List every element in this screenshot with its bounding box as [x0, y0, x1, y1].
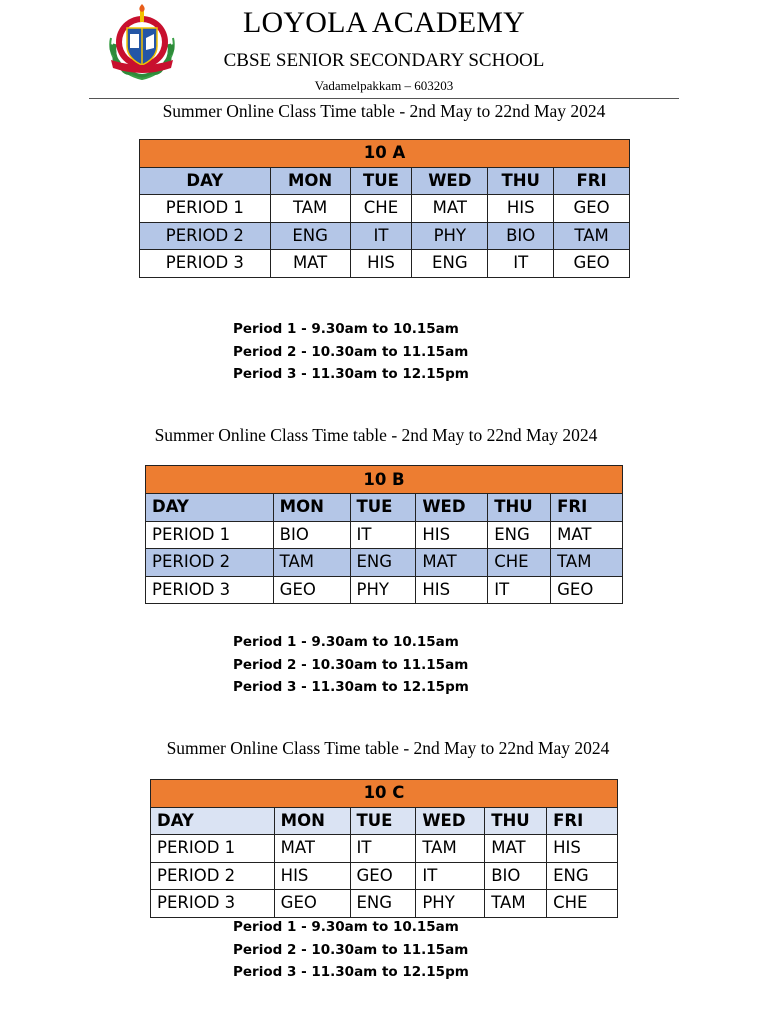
- table-row: [151, 890, 618, 918]
- column-header: DAY: [140, 167, 271, 195]
- subject-cell: PHY: [350, 576, 416, 604]
- subject-cell: CHE: [488, 549, 551, 577]
- subject-cell: MAT: [412, 195, 488, 223]
- subject-cell: IT: [350, 222, 412, 250]
- subject-cell: PHY: [412, 222, 488, 250]
- class-heading: 10 B: [146, 466, 623, 494]
- period-label: PERIOD 1: [140, 195, 271, 223]
- timing-line: Period 1 - 9.30am to 10.15am: [233, 634, 459, 650]
- subject-cell: IT: [488, 576, 551, 604]
- period-label: PERIOD 2: [140, 222, 271, 250]
- subject-cell: TAM: [273, 549, 350, 577]
- timing-line: Period 1 - 9.30am to 10.15am: [233, 321, 459, 337]
- column-header: FRI: [551, 494, 623, 522]
- column-header: DAY: [146, 494, 274, 522]
- school-address: Vadamelpakkam – 603203: [314, 78, 454, 93]
- subject-cell: TAM: [485, 890, 547, 918]
- period-timings: [233, 916, 469, 984]
- subject-cell: BIO: [485, 862, 547, 890]
- column-header: TUE: [350, 494, 416, 522]
- class-heading: 10 A: [140, 140, 630, 168]
- table-row: [146, 521, 623, 549]
- subject-cell: IT: [488, 250, 554, 278]
- subject-cell: CHE: [350, 195, 412, 223]
- subject-cell: MAT: [485, 835, 547, 863]
- subject-cell: HIS: [350, 250, 412, 278]
- page-header: [0, 0, 768, 100]
- period-label: PERIOD 3: [146, 576, 274, 604]
- timetable-title: Summer Online Class Time table - 2nd May to 22nd May 2024: [162, 101, 606, 121]
- timing-line: Period 3 - 11.30am to 12.15pm: [233, 366, 469, 382]
- column-header: FRI: [554, 167, 630, 195]
- school-board: CBSE SENIOR SECONDARY SCHOOL: [223, 50, 545, 71]
- column-header: WED: [416, 494, 488, 522]
- column-header: MON: [270, 167, 350, 195]
- timing-line: Period 3 - 11.30am to 12.15pm: [233, 964, 469, 980]
- column-header: WED: [412, 167, 488, 195]
- subject-cell: HIS: [274, 862, 350, 890]
- subject-cell: BIO: [488, 222, 554, 250]
- subject-cell: ENG: [270, 222, 350, 250]
- subject-cell: TAM: [270, 195, 350, 223]
- subject-cell: ENG: [350, 549, 416, 577]
- table-row: [151, 862, 618, 890]
- subject-cell: GEO: [554, 195, 630, 223]
- period-label: PERIOD 1: [151, 835, 275, 863]
- column-header: DAY: [151, 807, 275, 835]
- table-row: [140, 195, 630, 223]
- subject-cell: HIS: [547, 835, 618, 863]
- column-header: MON: [273, 494, 350, 522]
- subject-cell: CHE: [547, 890, 618, 918]
- period-label: PERIOD 3: [140, 250, 271, 278]
- subject-cell: GEO: [350, 862, 416, 890]
- period-label: PERIOD 2: [146, 549, 274, 577]
- subject-cell: ENG: [488, 521, 551, 549]
- class-heading: 10 C: [151, 780, 618, 808]
- column-header: FRI: [547, 807, 618, 835]
- timetable-10c: [150, 779, 618, 918]
- column-header: WED: [416, 807, 485, 835]
- subject-cell: IT: [416, 862, 485, 890]
- subject-cell: MAT: [274, 835, 350, 863]
- timetable-title: Summer Online Class Time table - 2nd May to 22nd May 2024: [154, 425, 598, 445]
- subject-cell: IT: [350, 521, 416, 549]
- subject-cell: ENG: [350, 890, 416, 918]
- subject-cell: HIS: [488, 195, 554, 223]
- subject-cell: ENG: [547, 862, 618, 890]
- column-header: TUE: [350, 807, 416, 835]
- timing-line: Period 2 - 10.30am to 11.15am: [233, 343, 469, 360]
- column-header: THU: [488, 494, 551, 522]
- header-divider: [89, 98, 679, 99]
- timing-line: Period 1 - 9.30am to 10.15am: [233, 919, 459, 935]
- timing-line: Period 3 - 11.30am to 12.15pm: [233, 679, 469, 695]
- table-row: [140, 250, 630, 278]
- subject-cell: HIS: [416, 576, 488, 604]
- table-row: [151, 835, 618, 863]
- subject-cell: MAT: [270, 250, 350, 278]
- subject-cell: MAT: [416, 549, 488, 577]
- subject-cell: GEO: [274, 890, 350, 918]
- subject-cell: IT: [350, 835, 416, 863]
- subject-cell: PHY: [416, 890, 485, 918]
- subject-cell: GEO: [273, 576, 350, 604]
- timing-line: Period 2 - 10.30am to 11.15am: [233, 656, 469, 673]
- timetable-10a: [139, 139, 630, 278]
- table-row: [140, 222, 630, 250]
- column-header: MON: [274, 807, 350, 835]
- period-label: PERIOD 1: [146, 521, 274, 549]
- table-row: [146, 576, 623, 604]
- timetable-title: Summer Online Class Time table - 2nd May to 22nd May 2024: [166, 738, 610, 758]
- school-name: LOYOLA ACADEMY: [243, 6, 525, 39]
- subject-cell: ENG: [412, 250, 488, 278]
- column-header: THU: [488, 167, 554, 195]
- period-label: PERIOD 3: [151, 890, 275, 918]
- subject-cell: BIO: [273, 521, 350, 549]
- period-label: PERIOD 2: [151, 862, 275, 890]
- subject-cell: TAM: [416, 835, 485, 863]
- subject-cell: GEO: [554, 250, 630, 278]
- period-timings: [233, 318, 469, 386]
- subject-cell: HIS: [416, 521, 488, 549]
- column-header: TUE: [350, 167, 412, 195]
- subject-cell: TAM: [551, 549, 623, 577]
- timing-line: Period 2 - 10.30am to 11.15am: [233, 941, 469, 958]
- subject-cell: MAT: [551, 521, 623, 549]
- subject-cell: GEO: [551, 576, 623, 604]
- table-row: [146, 549, 623, 577]
- subject-cell: TAM: [554, 222, 630, 250]
- period-timings: [233, 631, 469, 699]
- column-header: THU: [485, 807, 547, 835]
- timetable-10b: [145, 465, 623, 604]
